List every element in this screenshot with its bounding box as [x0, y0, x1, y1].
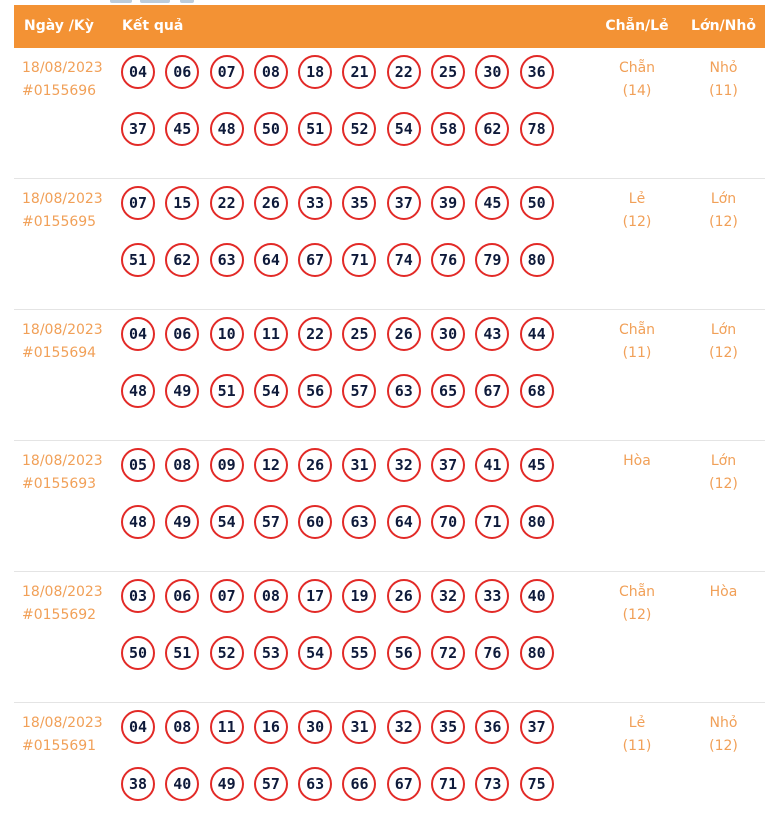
number-ball: 37 [387, 186, 421, 220]
table-row [14, 179, 765, 310]
number-ball: 26 [387, 317, 421, 351]
chan-le-count: (11) [622, 738, 652, 754]
number-ball: 08 [254, 579, 288, 613]
number-ball: 40 [520, 579, 554, 613]
number-ball: 30 [298, 710, 332, 744]
table-body [14, 48, 765, 833]
number-ball: 36 [475, 710, 509, 744]
chan-le-label: Lẻ [628, 715, 646, 731]
chan-le-cell [596, 57, 678, 103]
number-ball: 22 [298, 317, 332, 351]
result-numbers [121, 317, 571, 408]
draw-date: 18/08/2023 [22, 453, 103, 469]
number-ball: 49 [165, 374, 199, 408]
date-period-cell [22, 319, 103, 365]
number-ball: 18 [298, 55, 332, 89]
number-ball: 58 [431, 112, 465, 146]
number-ball: 32 [387, 448, 421, 482]
number-ball: 06 [165, 317, 199, 351]
number-ball: 51 [210, 374, 244, 408]
number-ball: 50 [121, 636, 155, 670]
number-ball: 78 [520, 112, 554, 146]
number-ball: 08 [165, 710, 199, 744]
table-row [14, 48, 765, 179]
result-numbers [121, 579, 571, 670]
number-ball: 45 [165, 112, 199, 146]
number-ball: 62 [165, 243, 199, 277]
number-ball: 41 [475, 448, 509, 482]
number-ball: 39 [431, 186, 465, 220]
number-ball: 25 [342, 317, 376, 351]
number-ball: 08 [254, 55, 288, 89]
number-ball: 53 [254, 636, 288, 670]
header-chan-le: Chẵn/Lẻ [605, 18, 669, 34]
number-ball: 11 [254, 317, 288, 351]
number-ball: 79 [475, 243, 509, 277]
number-ball: 67 [298, 243, 332, 277]
number-ball: 71 [431, 767, 465, 801]
number-ball: 54 [254, 374, 288, 408]
lon-nho-label: Nhỏ [709, 60, 738, 76]
number-ball: 51 [298, 112, 332, 146]
chan-le-cell [596, 581, 678, 627]
table-header [14, 5, 765, 48]
number-ball: 36 [520, 55, 554, 89]
lon-nho-label: Lớn [710, 191, 737, 207]
number-ball: 52 [210, 636, 244, 670]
chan-le-label: Hòa [623, 453, 651, 469]
number-ball: 49 [210, 767, 244, 801]
number-ball: 48 [121, 505, 155, 539]
number-ball: 33 [475, 579, 509, 613]
date-period-cell [22, 712, 103, 758]
number-ball: 50 [520, 186, 554, 220]
number-ball: 73 [475, 767, 509, 801]
number-ball: 71 [342, 243, 376, 277]
number-ball: 05 [121, 448, 155, 482]
header-lon-nho: Lớn/Nhỏ [691, 18, 756, 34]
table-row [14, 572, 765, 703]
number-ball: 03 [121, 579, 155, 613]
header-result: Kết quả [122, 18, 184, 34]
number-ball: 57 [254, 767, 288, 801]
number-ball: 30 [431, 317, 465, 351]
date-period-cell [22, 581, 103, 627]
lon-nho-cell [682, 712, 765, 758]
number-ball: 56 [298, 374, 332, 408]
number-ball: 48 [121, 374, 155, 408]
lon-nho-cell [682, 581, 765, 604]
number-ball: 26 [298, 448, 332, 482]
number-ball: 17 [298, 579, 332, 613]
chan-le-cell [596, 712, 678, 758]
number-ball: 07 [210, 579, 244, 613]
lon-nho-count: (12) [709, 476, 738, 492]
draw-period: #0155695 [22, 214, 97, 230]
number-ball: 33 [298, 186, 332, 220]
number-ball: 11 [210, 710, 244, 744]
number-ball: 32 [387, 710, 421, 744]
number-ball: 12 [254, 448, 288, 482]
number-ball: 72 [431, 636, 465, 670]
number-ball: 35 [431, 710, 465, 744]
number-ball: 67 [387, 767, 421, 801]
table-row [14, 310, 765, 441]
lon-nho-label: Lớn [710, 322, 737, 338]
number-ball: 21 [342, 55, 376, 89]
number-ball: 04 [121, 710, 155, 744]
number-ball: 49 [165, 505, 199, 539]
chan-le-label: Chẵn [618, 60, 656, 76]
number-ball: 70 [431, 505, 465, 539]
number-ball: 76 [475, 636, 509, 670]
lon-nho-label: Nhỏ [709, 715, 738, 731]
number-ball: 64 [387, 505, 421, 539]
number-ball: 15 [165, 186, 199, 220]
number-ball: 60 [298, 505, 332, 539]
lon-nho-cell [682, 57, 765, 103]
number-ball: 62 [475, 112, 509, 146]
number-ball: 54 [210, 505, 244, 539]
number-ball: 64 [254, 243, 288, 277]
number-ball: 06 [165, 579, 199, 613]
lon-nho-cell [682, 188, 765, 234]
table-row [14, 703, 765, 833]
number-ball: 63 [387, 374, 421, 408]
result-numbers [121, 186, 571, 277]
number-ball: 80 [520, 636, 554, 670]
draw-date: 18/08/2023 [22, 584, 103, 600]
chan-le-count: (12) [622, 607, 652, 623]
number-ball: 76 [431, 243, 465, 277]
chan-le-cell [596, 319, 678, 365]
number-ball: 51 [165, 636, 199, 670]
number-ball: 31 [342, 710, 376, 744]
lon-nho-cell [682, 450, 765, 496]
number-ball: 63 [210, 243, 244, 277]
number-ball: 26 [387, 579, 421, 613]
number-ball: 06 [165, 55, 199, 89]
lon-nho-count: (11) [709, 83, 738, 99]
number-ball: 37 [520, 710, 554, 744]
number-ball: 43 [475, 317, 509, 351]
number-ball: 07 [210, 55, 244, 89]
draw-period: #0155693 [22, 476, 97, 492]
date-period-cell [22, 57, 103, 103]
chan-le-count: (11) [622, 345, 652, 361]
chan-le-cell [596, 450, 678, 473]
number-ball: 35 [342, 186, 376, 220]
draw-period: #0155694 [22, 345, 97, 361]
draw-period: #0155696 [22, 83, 97, 99]
number-ball: 51 [121, 243, 155, 277]
number-ball: 22 [210, 186, 244, 220]
number-ball: 38 [121, 767, 155, 801]
number-ball: 45 [475, 186, 509, 220]
number-ball: 56 [387, 636, 421, 670]
number-ball: 50 [254, 112, 288, 146]
number-ball: 80 [520, 505, 554, 539]
number-ball: 44 [520, 317, 554, 351]
result-numbers [121, 448, 571, 539]
number-ball: 07 [121, 186, 155, 220]
number-ball: 37 [121, 112, 155, 146]
number-ball: 48 [210, 112, 244, 146]
number-ball: 31 [342, 448, 376, 482]
draw-period: #0155692 [22, 607, 97, 623]
number-ball: 09 [210, 448, 244, 482]
number-ball: 54 [298, 636, 332, 670]
chan-le-label: Chẵn [618, 322, 656, 338]
number-ball: 19 [342, 579, 376, 613]
number-ball: 63 [298, 767, 332, 801]
chan-le-cell [596, 188, 678, 234]
chan-le-count: (12) [622, 214, 652, 230]
result-numbers [121, 710, 571, 801]
lon-nho-label: Hòa [709, 584, 738, 600]
date-period-cell [22, 188, 103, 234]
header-date-period: Ngày /Kỳ [24, 18, 94, 34]
number-ball: 74 [387, 243, 421, 277]
number-ball: 40 [165, 767, 199, 801]
table-row [14, 441, 765, 572]
lon-nho-count: (12) [709, 738, 738, 754]
draw-date: 18/08/2023 [22, 60, 103, 76]
lon-nho-cell [682, 319, 765, 365]
number-ball: 66 [342, 767, 376, 801]
chan-le-count: (14) [622, 83, 652, 99]
number-ball: 04 [121, 55, 155, 89]
results-table [14, 5, 765, 833]
number-ball: 71 [475, 505, 509, 539]
number-ball: 55 [342, 636, 376, 670]
draw-date: 18/08/2023 [22, 322, 103, 338]
number-ball: 57 [342, 374, 376, 408]
chan-le-label: Lẻ [628, 191, 646, 207]
number-ball: 37 [431, 448, 465, 482]
number-ball: 32 [431, 579, 465, 613]
number-ball: 16 [254, 710, 288, 744]
number-ball: 54 [387, 112, 421, 146]
number-ball: 57 [254, 505, 288, 539]
number-ball: 65 [431, 374, 465, 408]
result-numbers [121, 55, 571, 146]
number-ball: 80 [520, 243, 554, 277]
chan-le-label: Chẵn [618, 584, 656, 600]
draw-date: 18/08/2023 [22, 191, 103, 207]
number-ball: 08 [165, 448, 199, 482]
lon-nho-label: Lớn [710, 453, 737, 469]
lon-nho-count: (12) [709, 345, 738, 361]
number-ball: 63 [342, 505, 376, 539]
date-period-cell [22, 450, 103, 496]
number-ball: 25 [431, 55, 465, 89]
number-ball: 30 [475, 55, 509, 89]
number-ball: 10 [210, 317, 244, 351]
number-ball: 26 [254, 186, 288, 220]
number-ball: 75 [520, 767, 554, 801]
lon-nho-count: (12) [709, 214, 738, 230]
number-ball: 04 [121, 317, 155, 351]
number-ball: 45 [520, 448, 554, 482]
number-ball: 68 [520, 374, 554, 408]
number-ball: 22 [387, 55, 421, 89]
draw-period: #0155691 [22, 738, 97, 754]
number-ball: 52 [342, 112, 376, 146]
number-ball: 67 [475, 374, 509, 408]
draw-date: 18/08/2023 [22, 715, 103, 731]
